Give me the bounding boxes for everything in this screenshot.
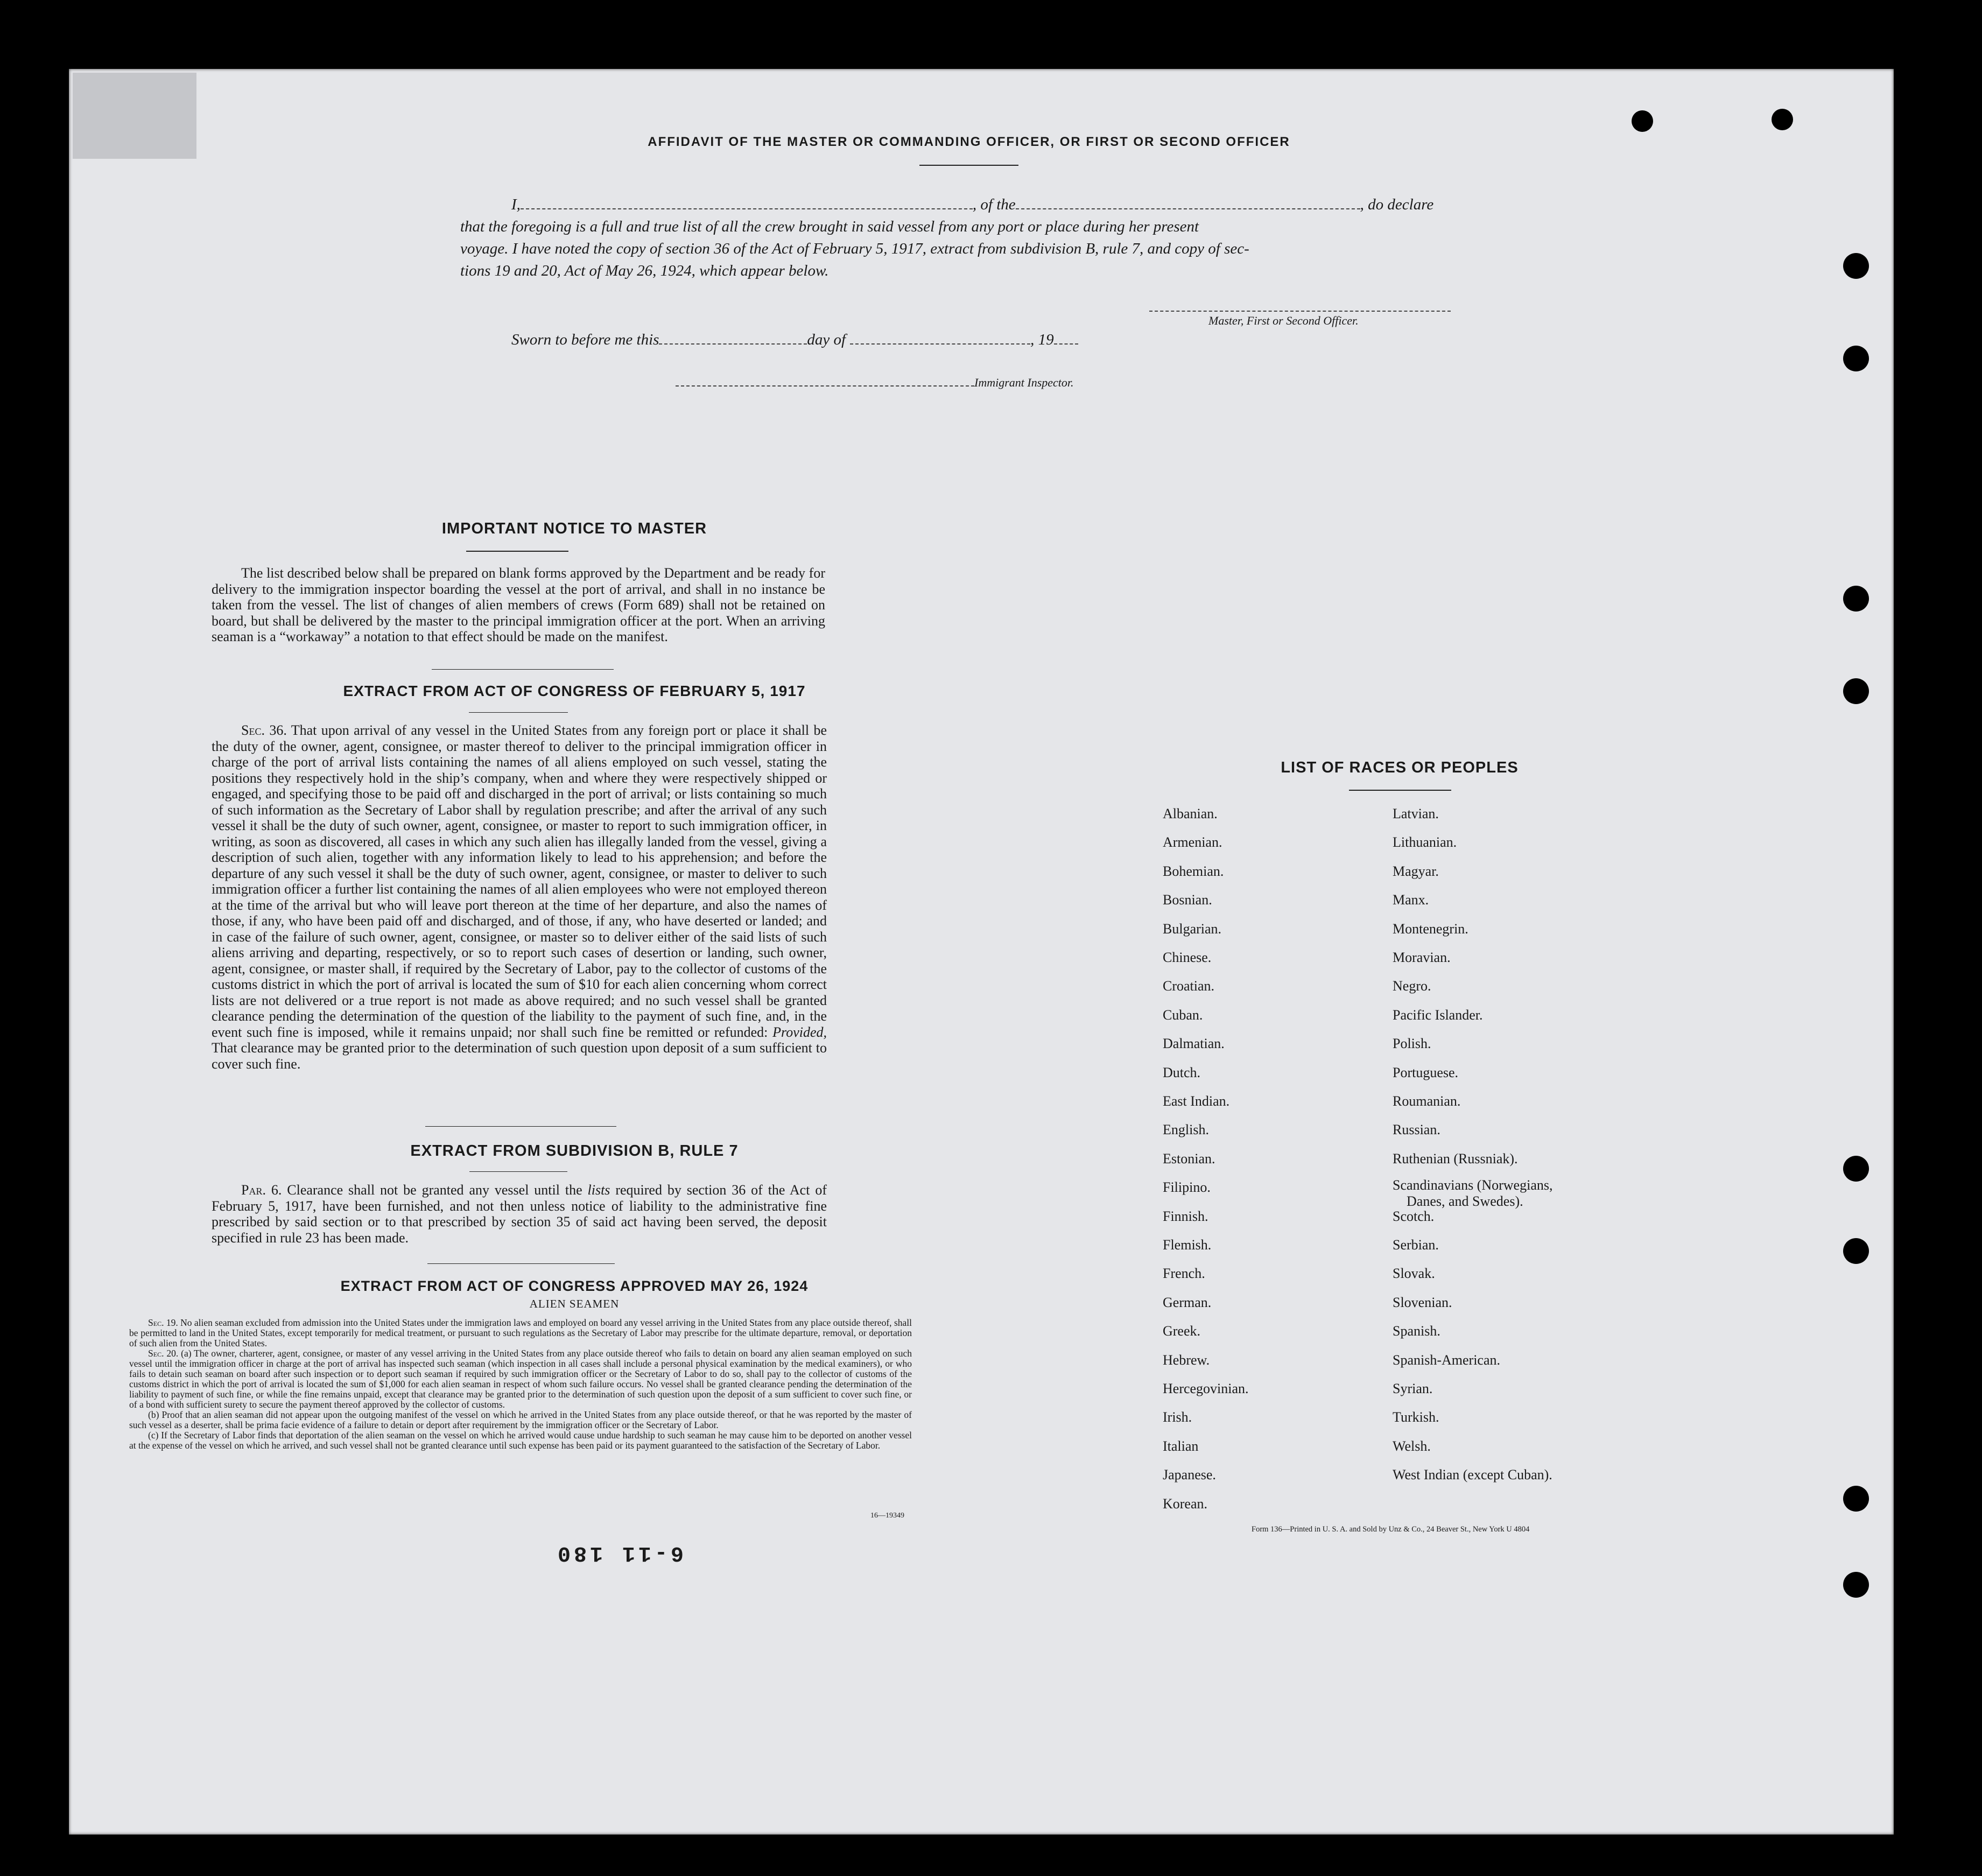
race-item: Magyar.	[1393, 863, 1439, 879]
race-item: Serbian.	[1393, 1237, 1439, 1253]
punch-hole	[1843, 1486, 1869, 1512]
affidavit-line-2: that the foregoing is a full and true list of all the crew brought in said vessel from any port or place during her present	[460, 218, 1199, 235]
stamped-number: 6-11 180	[554, 1541, 684, 1565]
races-title: LIST OF RACES OR PEOPLES	[1281, 759, 1519, 776]
race-item: Roumanian.	[1393, 1093, 1461, 1109]
race-item: Spanish.	[1393, 1323, 1440, 1339]
race-item: English.	[1163, 1122, 1209, 1138]
race-item: Slovenian.	[1393, 1294, 1452, 1310]
race-item: Spanish-American.	[1393, 1352, 1501, 1368]
affidavit-line-1	[460, 194, 1478, 216]
race-item: German.	[1163, 1294, 1212, 1310]
race-item: Hebrew.	[1163, 1352, 1210, 1368]
race-item: Bohemian.	[1163, 863, 1224, 879]
divider	[1349, 790, 1451, 791]
sec-19-paragraph	[129, 1318, 912, 1348]
rule-7-title: EXTRACT FROM SUBDIVISION B, RULE 7	[410, 1142, 739, 1160]
sec-36-body: That upon arrival of any vessel in the United States from any foreign port or place it shall be the duty of the owner, agent, consignee, or master thereof to deliver to the principal immigration officer in charge of the port of arrival lists containing the names of all aliens employed on such vessel, stating the positions they respectively hold in the ship’s company, when and where they were respectively shipped or engaged, and specifying those to be paid off and discharged in the port of arrival; or lists containing so much of such information as the Secretary of Labor shall by regulation prescribe; and after the arrival of any such vessel it shall be the duty of such owner, agent, consignee, or master to report to such immigration officer, in writing, as soon as discovered, all cases in which any such alien has illegally landed from the vessel, giving a description of such alien, together with any information likely to lead to his apprehension; and before the departure of any such vessel it shall be the duty of such owner, agent, consignee, or master to deliver to such immigration officer a further list containing the names of all alien employees who were not employed thereon at the time of the arrival but who will leave port thereon at the time of her departure, and also the names of those, if any, who have been paid off and discharged, and of those, if any, who have deserted or landed; and in case of the failure of such owner, agent, consignee, or master so to deliver either of the said lists of such aliens arriving and departing, respectively, or so to report such cases of desertion or landing, such owner, agent, consignee, or master shall, if required by the Secretary of Labor, pay to the collector of customs of the customs district in which the port of arrival is located the sum of $10 for each alien concerning whom correct lists are not delivered or a true report is not made as above required; and no such vessel shall be granted clearance pending the determination of the question of the liability to the payment of such fine, and, in the event such fine is imposed, while it remains unpaid; nor shall such fine be remitted or refunded:	[212, 722, 827, 1040]
race-item: Irish.	[1163, 1409, 1192, 1425]
divider	[432, 669, 614, 670]
race-item: Polish.	[1393, 1036, 1431, 1052]
par-6-label: Par. 6.	[241, 1182, 282, 1198]
inspector-label: Immigrant Inspector.	[974, 376, 1074, 389]
alien-seamen-subtitle: ALIEN SEAMEN	[529, 1297, 620, 1310]
race-item: Bosnian.	[1163, 892, 1212, 908]
race-item: Finnish.	[1163, 1208, 1208, 1224]
vessel-blank-field[interactable]	[1016, 196, 1360, 209]
race-item: Dutch.	[1163, 1064, 1201, 1080]
race-item: Chinese.	[1163, 950, 1212, 965]
divider	[466, 551, 568, 552]
affidavit-line-4: tions 19 and 20, Act of May 26, 1924, which appear below.	[460, 262, 829, 279]
par-6-text	[212, 1182, 827, 1246]
name-blank-field[interactable]	[521, 196, 973, 209]
divider	[919, 165, 1018, 166]
race-item: Latvian.	[1393, 806, 1439, 821]
punch-hole	[1843, 253, 1869, 279]
race-item: Manx.	[1393, 892, 1429, 908]
race-item: Portuguese.	[1393, 1064, 1459, 1080]
punch-hole	[1843, 346, 1869, 371]
master-signature-field[interactable]	[1149, 299, 1451, 312]
sec-36-body-end: That clearance may be granted prior to the determination of such question upon deposit of a sum sufficient to cover such fine.	[212, 1040, 827, 1072]
race-item: Lithuanian.	[1393, 834, 1457, 851]
par-6-body-end: required by section 36 of the Act of February 5, 1917, have been furnished, and not then unless notice of liability to the administrative fine prescribed by said section or to that prescribed by section 35 of said act having been served, the deposit specified in rule 23 has been made.	[212, 1182, 827, 1246]
race-item: Greek.	[1163, 1323, 1201, 1339]
affidavit-line-3: voyage. I have noted the copy of section 36 of the Act of February 5, 1917, extract from subdivision B, rule 7, and copy of sec-	[460, 240, 1249, 257]
race-item: Italian	[1163, 1438, 1199, 1454]
extract-1917-title: EXTRACT FROM ACT OF CONGRESS OF FEBRUARY 5, 1917	[343, 683, 806, 699]
race-item: Pacific Islander.	[1393, 1007, 1483, 1023]
divider	[469, 1171, 567, 1172]
race-item: Welsh.	[1393, 1438, 1431, 1454]
provided-word: Provided,	[772, 1024, 827, 1040]
sec-20-b: (b) Proof that an alien seaman did not appear upon the outgoing manifest of the vessel on which he arrived in the United States from any place outside thereof, or that he was reported by the master of such vessel as a deserter, shall be prima facie evidence of a failure to detain or deport after requirement by the immigration officer or the Secretary of Labor.	[129, 1409, 912, 1430]
i-label: I,	[511, 196, 521, 213]
punch-hole	[1843, 1156, 1869, 1182]
punch-hole	[1843, 678, 1869, 704]
race-item: Dalmatian.	[1163, 1036, 1225, 1052]
race-item: West Indian (except Cuban).	[1393, 1467, 1552, 1483]
race-item: Negro.	[1393, 978, 1431, 994]
extract-1924-title: EXTRACT FROM ACT OF CONGRESS APPROVED MAY 26, 1924	[340, 1278, 809, 1294]
sec-19-label: Sec. 19.	[148, 1317, 178, 1328]
race-item: Estonian.	[1163, 1150, 1215, 1167]
race-item: Montenegrin.	[1393, 921, 1468, 937]
notice-title: IMPORTANT NOTICE TO MASTER	[441, 520, 707, 537]
of-the-label: , of the	[972, 196, 1016, 213]
race-item: Croatian.	[1163, 978, 1215, 994]
race-item: Scandinavians (Norwegians,	[1393, 1177, 1553, 1193]
sec-36-text	[212, 722, 827, 1072]
sworn-year-field[interactable]	[1054, 332, 1078, 345]
sec-20-c: (c) If the Secretary of Labor finds that deportation of the alien seaman on the vessel on which he arrived would cause undue hardship to such seaman he may cause him to be deported on another vessel at the expense of the vessel on which he arrived, and such vessel shall not be granted clearance until such expense has been paid or its payment guaranteed to the satisfaction of the Secretary of Labor.	[129, 1430, 912, 1451]
punch-hole	[1772, 109, 1793, 130]
race-item: Japanese.	[1163, 1467, 1216, 1483]
lists-word: lists	[587, 1182, 610, 1198]
race-item: Armenian.	[1163, 834, 1222, 851]
sec-36-label: Sec. 36.	[241, 722, 287, 738]
race-item: Filipino.	[1163, 1179, 1211, 1196]
sec-20-label: Sec. 20.	[148, 1348, 179, 1359]
race-item: Turkish.	[1393, 1409, 1439, 1425]
race-item: Cuban.	[1163, 1007, 1203, 1023]
day-of-label: day of	[807, 331, 846, 348]
sworn-line	[511, 331, 1078, 349]
punch-hole	[1843, 1572, 1869, 1598]
race-item: Scotch.	[1393, 1208, 1435, 1224]
sections-19-20-text	[129, 1318, 912, 1451]
race-item: Danes, and Swedes).	[1407, 1193, 1523, 1210]
race-item: French.	[1163, 1266, 1205, 1282]
sec-20-a: (a) The owner, charterer, agent, consignee, or master of any vessel arriving in the United States from any place outside thereof who fails to detain on board any alien seaman employed on such vessel until the immigration officer in charge at the port of arrival has inspected such seaman (which inspection in all cases shall include a personal physical examination by the medical examiners), or who fails to detain such seaman on board after such inspection or to deport such seaman if required by such immigration officer or the Secretary of Labor to do so, shall pay to the collector of customs of the customs district in which the port of arrival is located the sum of $1,000 for each alien seaman in respect of whom such failure occurs. No vessel shall be granted clearance pending the determination of the liability to payment of such fine, or while the fine remains unpaid, except that clearance may be granted prior to the determination of such question upon the deposit of a sum sufficient to cover such fine, or of a bond with sufficient surety to secure the payment thereof approved by the collector of customs.	[129, 1348, 912, 1410]
sworn-label: Sworn to before me this	[511, 331, 659, 348]
race-item: Hercegovinian.	[1163, 1381, 1249, 1396]
race-item: Flemish.	[1163, 1237, 1212, 1253]
divider	[425, 1126, 616, 1127]
sec-20-paragraph	[129, 1348, 912, 1410]
race-item: Syrian.	[1393, 1381, 1433, 1396]
race-item: Slovak.	[1393, 1266, 1435, 1282]
divider	[427, 1263, 615, 1264]
race-item: Bulgarian.	[1163, 921, 1222, 937]
punch-hole	[1632, 110, 1653, 132]
race-item: Korean.	[1163, 1495, 1208, 1512]
affidavit-title: AFFIDAVIT OF THE MASTER OR COMMANDING OFFICER, OR FIRST OR SECOND OFFICER	[648, 135, 1290, 149]
race-item: Albanian.	[1163, 806, 1218, 821]
race-item: East Indian.	[1163, 1093, 1230, 1109]
paper-stain	[73, 73, 196, 159]
year-label: , 19	[1030, 331, 1054, 348]
race-item: Ruthenian (Russniak).	[1393, 1150, 1518, 1167]
race-item: Moravian.	[1393, 950, 1451, 965]
declare-label: , do declare	[1360, 196, 1434, 213]
notice-paragraph: The list described below shall be prepared on blank forms approved by the Department and be ready for delivery to the immigration inspector boarding the vessel at the port of arrival, and shall in no instance be taken from the vessel. The list of changes of alien members of crews (Form 689) shall not be retained on board, but shall be delivered by the master to the principal immigration officer at the port. When an arriving seaman is a “workaway” a notation to that effect should be made on the manifest.	[212, 565, 825, 644]
divider	[469, 712, 568, 713]
inspector-signature-field[interactable]	[676, 374, 974, 387]
inspector-line	[676, 374, 1074, 390]
master-signature-label: Master, First or Second Officer.	[1208, 314, 1359, 327]
notice-text	[212, 565, 825, 645]
punch-hole	[1843, 1238, 1869, 1264]
sworn-day-field[interactable]	[659, 332, 807, 345]
form-footer: Form 136—Printed in U. S. A. and Sold by Unz & Co., 24 Beaver St., New York U 4804	[1252, 1525, 1530, 1534]
sec-19-body: No alien seaman excluded from admission into the United States under the immigration laws and employed on board any vessel arriving in the United States from any place outside thereof, shall be permitted to land in the United States, except temporarily for medical treatment, or pursuant to such regulations as the Secretary of Labor may prescribe for the ultimate departure, removal, or deportation of such alien from the United States.	[129, 1317, 912, 1348]
race-item: Russian.	[1393, 1122, 1440, 1138]
form-code: 16—19349	[870, 1512, 904, 1520]
affidavit-statement	[460, 194, 1478, 282]
punch-hole	[1843, 586, 1869, 612]
sworn-month-field[interactable]	[850, 332, 1030, 345]
par-6-body: Clearance shall not be granted any vessel until the	[287, 1182, 582, 1198]
